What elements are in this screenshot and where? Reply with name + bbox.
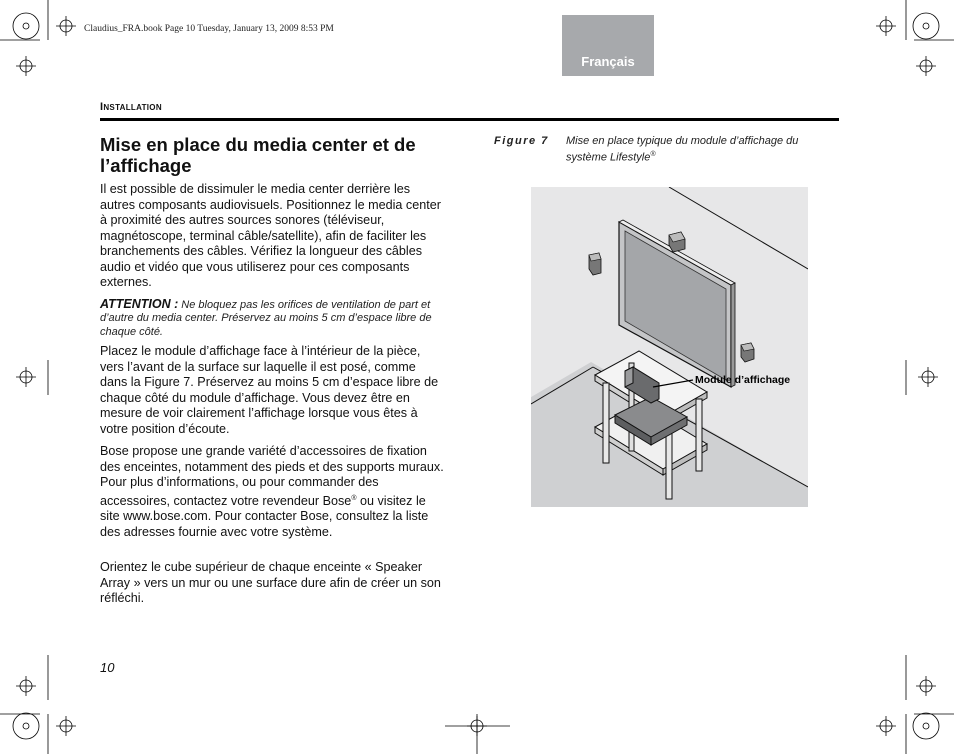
sunburst-top-left bbox=[13, 13, 39, 39]
page-title: Mise en place du media center et de l’affichage bbox=[100, 134, 416, 176]
speaker-top bbox=[669, 232, 685, 252]
sunburst-bottom-left bbox=[13, 713, 39, 739]
paragraph-3-part-1: Bose propose une grande variété d’accessoires de fixation des enceintes, notamment des pieds et des supports muraux. Pour plus d’informations, ou pour commander des accessoires, contactez votre revendeur Bose bbox=[100, 444, 444, 508]
paragraph-2: Placez le module d’affichage face à l’intérieur de la pièce, vers l’avant de la surface sur laquelle il est posé, comme dans la Figure 7. Préservez au moins 5 cm d’espace libre de chaque côté du module d’affichage. Vous devez être en mesure de voir clairement l’affichage lorsque vous êtes à votre position d’écoute. bbox=[100, 344, 439, 436]
figure-caption-text: Mise en place typique du module d’affichage du système Lifestyle bbox=[566, 135, 799, 164]
paragraph-4: Orientez le cube supérieur de chaque enceinte « Speaker Array » vers un mur ou une surface dure afin de créer un son réfléchi. bbox=[100, 560, 441, 605]
section-rule bbox=[100, 118, 839, 121]
figure-caption bbox=[494, 134, 839, 165]
figure-illustration bbox=[531, 187, 808, 507]
figure-registered-mark: ® bbox=[650, 151, 656, 158]
registered-mark: ® bbox=[351, 494, 357, 502]
sunburst-bottom-right bbox=[913, 713, 939, 739]
speaker-right bbox=[741, 343, 754, 362]
attention-note bbox=[100, 298, 445, 339]
attention-label: ATTENTION : bbox=[100, 297, 179, 311]
sunburst-top-right bbox=[913, 13, 939, 39]
paragraph-3 bbox=[100, 444, 445, 540]
figure-label: Figure 7 bbox=[494, 135, 549, 147]
page-number: 10 bbox=[100, 660, 115, 675]
attention-text: Ne bloquez pas les orifices de ventilation de part et d’autre du media center. Préservez au moins 5 cm d’espace libre de chaque côté. bbox=[100, 299, 432, 338]
callout-label: Module d’affichage bbox=[695, 374, 791, 386]
print-header: Claudius_FRA.book Page 10 Tuesday, January 13, 2009 8:53 PM bbox=[84, 24, 334, 34]
paragraph-3-part-2: ou visitez le site www.bose.com. Pour contacter Bose, consultez la liste des adresses fournie avec votre système. bbox=[100, 493, 429, 539]
speaker-left bbox=[589, 253, 601, 275]
language-tab bbox=[562, 15, 654, 76]
paragraph-1: Il est possible de dissimuler le media center derrière les autres composants audiovisuels. Positionnez le media center à proximité des autres sources sonores (téléviseur, magnétoscope, terminal câble/satellite), afin de faciliter les branchements des câbles. Vérifiez la longueur des câbles audio et vidéo que vous utiliserez pour ces composants externes. bbox=[100, 182, 441, 289]
language-tab-label: Français bbox=[581, 54, 635, 69]
section-label: Installation bbox=[100, 101, 162, 113]
